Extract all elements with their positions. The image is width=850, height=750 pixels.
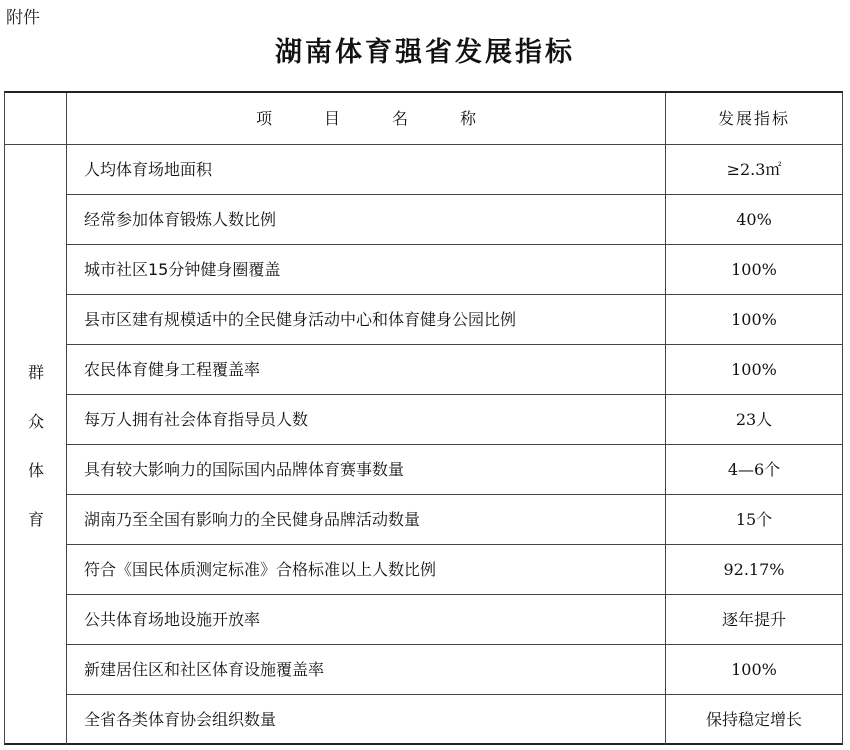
table-row bbox=[67, 245, 842, 295]
table-row bbox=[67, 195, 842, 245]
header-name-char: 项 bbox=[255, 109, 272, 128]
table-row bbox=[67, 345, 842, 395]
row-value: 保持稳定增长 bbox=[705, 710, 802, 729]
header-name-char: 目 bbox=[323, 109, 340, 128]
category-char: 众 bbox=[27, 412, 44, 431]
header-name-char: 名 bbox=[392, 109, 409, 128]
row-value: ≥2.3㎡ bbox=[726, 160, 782, 179]
table-row bbox=[67, 495, 842, 545]
row-value: 100% bbox=[731, 660, 777, 679]
indicator-table bbox=[4, 91, 843, 745]
table-row bbox=[67, 295, 842, 345]
category-char: 育 bbox=[27, 510, 44, 529]
row-value: 40% bbox=[736, 210, 772, 229]
row-value: 100% bbox=[731, 360, 777, 379]
category-cell bbox=[5, 145, 67, 745]
row-name: 全省各类体育协会组织数量 bbox=[84, 710, 277, 729]
table-row bbox=[67, 645, 842, 695]
row-name: 具有较大影响力的国际国内品牌体育赛事数量 bbox=[84, 460, 405, 479]
row-name: 经常参加体育锻炼人数比例 bbox=[84, 210, 277, 229]
row-name: 城市社区15分钟健身圈覆盖 bbox=[84, 260, 281, 279]
row-value: 92.17% bbox=[723, 560, 785, 579]
header-item-name bbox=[67, 93, 665, 145]
table-row bbox=[67, 545, 842, 595]
row-name: 湖南乃至全国有影响力的全民健身品牌活动数量 bbox=[84, 510, 421, 529]
table-row bbox=[67, 445, 842, 495]
row-value: 4—6个 bbox=[727, 460, 781, 479]
row-name: 符合《国民体质测定标准》合格标准以上人数比例 bbox=[84, 560, 437, 579]
category-char: 体 bbox=[27, 461, 44, 480]
table-row bbox=[67, 395, 842, 445]
header-indicator: 发展指标 bbox=[717, 109, 790, 128]
row-value: 100% bbox=[731, 310, 777, 329]
attachment-label: 附件 bbox=[6, 8, 40, 28]
row-name: 人均体育场地面积 bbox=[84, 160, 213, 179]
row-value: 15个 bbox=[735, 510, 773, 529]
header-name-char: 称 bbox=[460, 109, 477, 128]
row-name: 县市区建有规模适中的全民健身活动中心和体育健身公园比例 bbox=[84, 310, 517, 329]
row-value: 100% bbox=[731, 260, 777, 279]
page-title: 湖南体育强省发展指标 bbox=[275, 37, 575, 68]
row-name: 每万人拥有社会体育指导员人数 bbox=[84, 410, 309, 429]
row-name: 新建居住区和社区体育设施覆盖率 bbox=[84, 660, 325, 679]
table-row bbox=[67, 595, 842, 645]
row-value: 逐年提升 bbox=[721, 610, 786, 629]
row-value: 23人 bbox=[735, 410, 773, 429]
category-char: 群 bbox=[27, 363, 44, 382]
table-row bbox=[67, 145, 842, 195]
row-name: 农民体育健身工程覆盖率 bbox=[84, 360, 261, 379]
row-name: 公共体育场地设施开放率 bbox=[84, 610, 261, 629]
table-row bbox=[67, 695, 842, 745]
